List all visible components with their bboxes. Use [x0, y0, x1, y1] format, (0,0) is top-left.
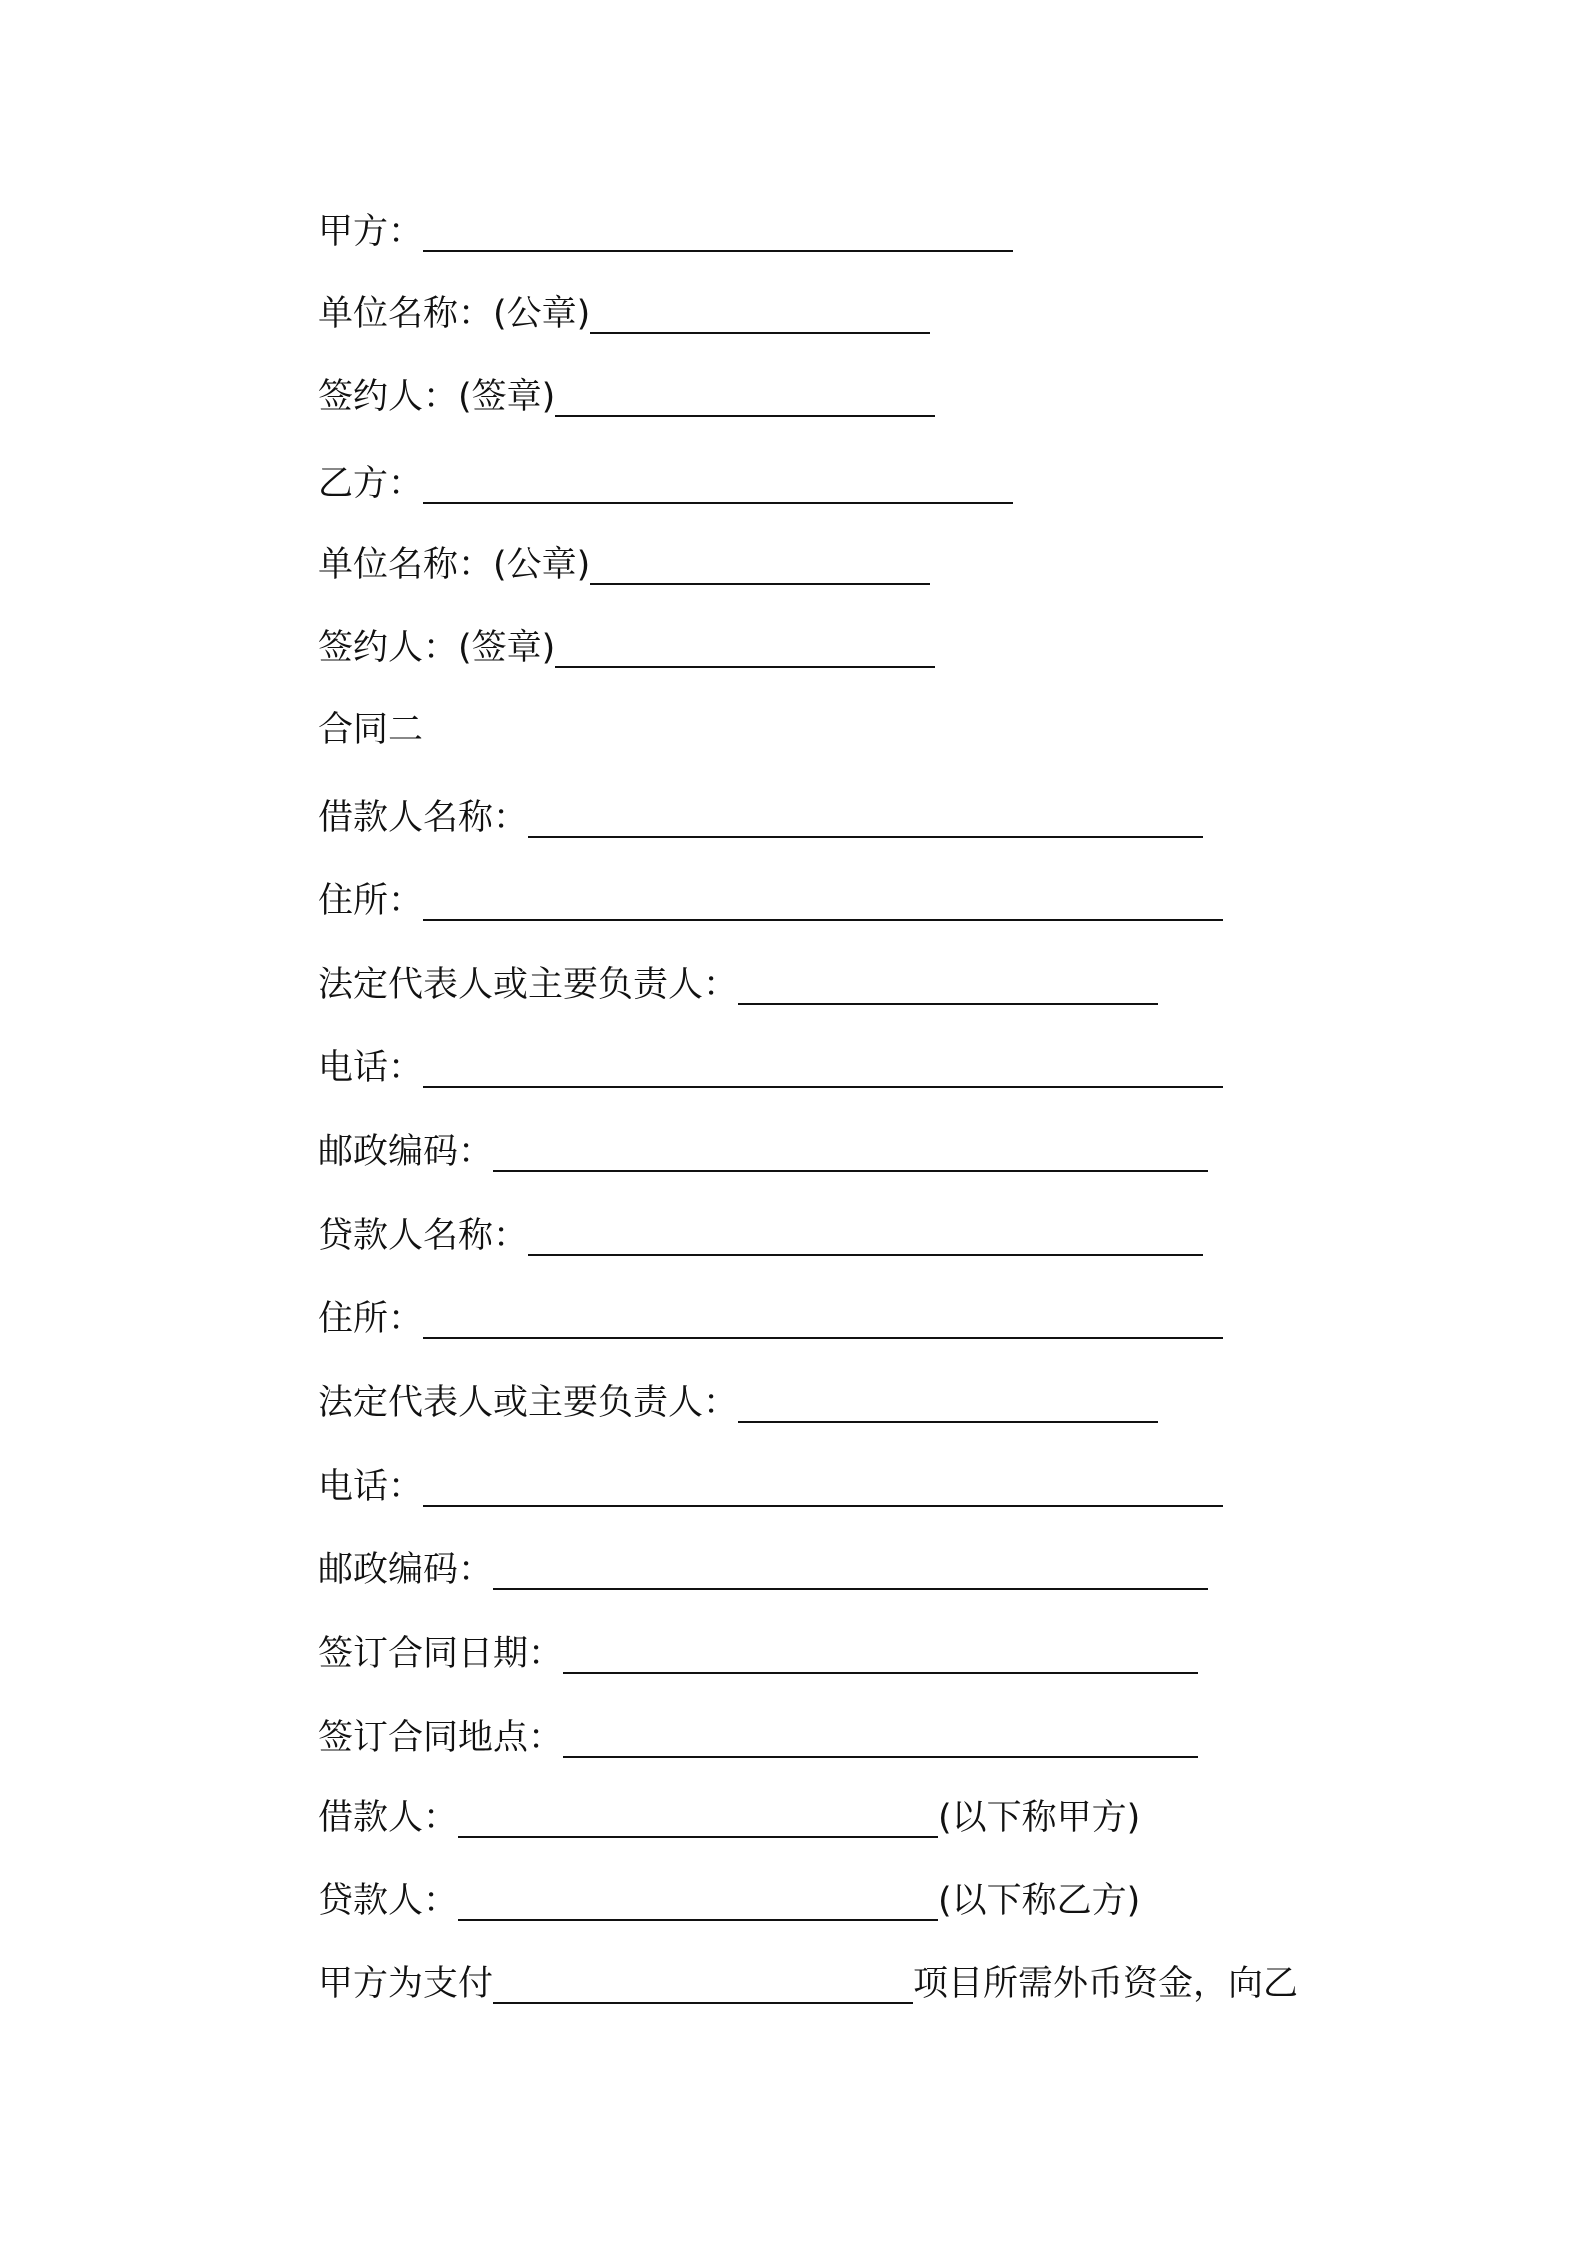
borrower-rep-line [318, 961, 1158, 1009]
clause-prefix: 甲方为支付 [318, 1964, 494, 2004]
party-b-signer-label: 签约人：(签章) [318, 628, 556, 668]
clause-line [318, 1960, 1298, 2008]
party-a-label: 甲方： [318, 212, 424, 252]
lender-label: 贷款人： [318, 1881, 459, 1921]
party-b-unit-line [318, 541, 930, 589]
party-a-line [318, 208, 1013, 256]
borrower-blank[interactable] [458, 1800, 938, 1838]
lender-postcode-label: 邮政编码： [318, 1550, 494, 1590]
party-a-signer-label: 签约人：(签章) [318, 377, 556, 417]
borrower-postcode-line [318, 1128, 1208, 1176]
party-a-unit-blank[interactable] [590, 296, 930, 334]
sign-place-blank[interactable] [563, 1720, 1198, 1758]
borrower-name-line [318, 794, 1203, 842]
party-b-signer-blank[interactable] [555, 630, 935, 668]
party-a-blank[interactable] [423, 214, 1013, 252]
lender-suffix: (以下称乙方) [938, 1881, 1141, 1921]
lender-blank[interactable] [458, 1883, 938, 1921]
lender-name-blank[interactable] [528, 1218, 1203, 1256]
borrower-suffix: (以下称甲方) [938, 1798, 1141, 1838]
lender-phone-blank[interactable] [423, 1469, 1223, 1507]
borrower-name-blank[interactable] [528, 800, 1203, 838]
lender-address-label: 住所： [318, 1299, 424, 1339]
sign-place-label: 签订合同地点： [318, 1718, 564, 1758]
contract2-heading [318, 706, 423, 754]
lender-name-line [318, 1212, 1203, 1260]
lender-address-line [318, 1295, 1223, 1343]
clause-suffix: 项目所需外币资金，向乙 [913, 1964, 1299, 2004]
lender-address-blank[interactable] [423, 1301, 1223, 1339]
lender-phone-label: 电话： [318, 1467, 424, 1507]
borrower-name-label: 借款人名称： [318, 798, 529, 838]
party-b-unit-label: 单位名称：(公章) [318, 545, 591, 585]
party-b-label: 乙方： [318, 464, 424, 504]
borrower-address-label: 住所： [318, 881, 424, 921]
sign-date-label: 签订合同日期： [318, 1634, 564, 1674]
party-a-unit-line [318, 290, 930, 338]
lender-name-label: 贷款人名称： [318, 1216, 529, 1256]
borrower-address-line [318, 877, 1223, 925]
borrower-phone-line [318, 1044, 1223, 1092]
party-a-unit-label: 单位名称：(公章) [318, 294, 591, 334]
borrower-address-blank[interactable] [423, 883, 1223, 921]
party-b-unit-blank[interactable] [590, 547, 930, 585]
party-b-blank[interactable] [423, 466, 1013, 504]
borrower-postcode-blank[interactable] [493, 1134, 1208, 1172]
borrower-rep-blank[interactable] [738, 967, 1158, 1005]
borrower-phone-label: 电话： [318, 1048, 424, 1088]
borrower-phone-blank[interactable] [423, 1050, 1223, 1088]
party-a-signer-blank[interactable] [555, 379, 935, 417]
party-b-line [318, 460, 1013, 508]
borrower-postcode-label: 邮政编码： [318, 1132, 494, 1172]
sign-date-line [318, 1630, 1198, 1678]
lender-rep-label: 法定代表人或主要负责人： [318, 1383, 739, 1423]
borrower-rep-label: 法定代表人或主要负责人： [318, 965, 739, 1005]
lender-phone-line [318, 1463, 1223, 1511]
lender-postcode-line [318, 1546, 1208, 1594]
party-b-signer-line [318, 624, 935, 672]
sign-place-line [318, 1714, 1198, 1762]
sign-date-blank[interactable] [563, 1636, 1198, 1674]
lender-rep-blank[interactable] [738, 1385, 1158, 1423]
borrower-label: 借款人： [318, 1798, 459, 1838]
contract2-heading-text: 合同二 [318, 710, 424, 750]
project-blank[interactable] [493, 1966, 913, 2004]
party-a-signer-line [318, 373, 935, 421]
lender-postcode-blank[interactable] [493, 1552, 1208, 1590]
lender-line [318, 1877, 1140, 1925]
borrower-line [318, 1794, 1140, 1842]
lender-rep-line [318, 1379, 1158, 1427]
